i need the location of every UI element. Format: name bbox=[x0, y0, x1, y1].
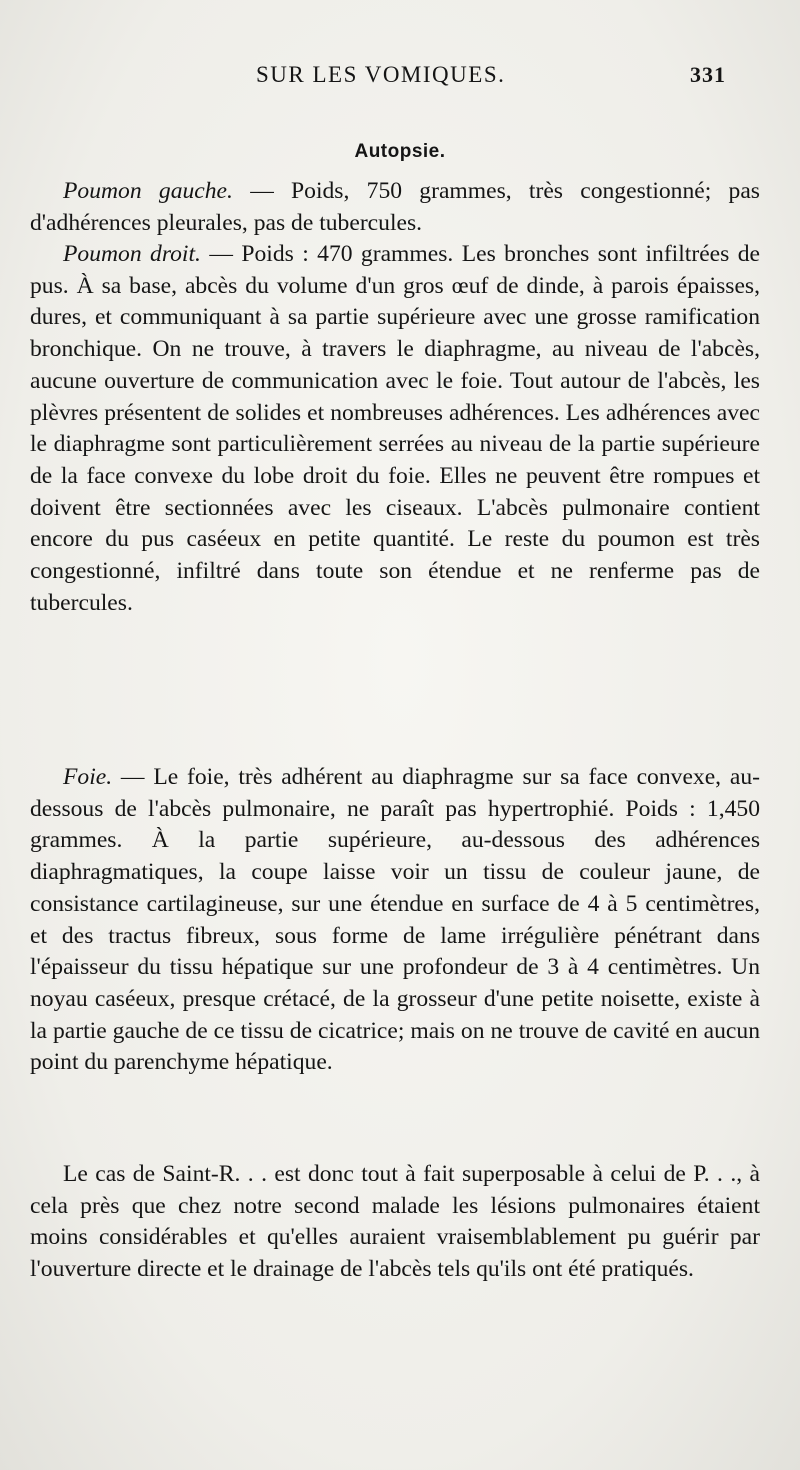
paragraph-conclusion bbox=[30, 1159, 760, 1286]
page-number: 331 bbox=[690, 62, 726, 87]
paragraph-text: Le cas de Saint-R. . . est donc tout à fait superposable à celui de P. . ., à cela près que chez notre second malade les lésions pulmonaires étaient moins considérables et qu'elles auraient vraisemblablement pu guérir par l'ouverture directe et le drainage de l'abcès tels qu'ils ont été pratiqués. bbox=[30, 1161, 760, 1283]
running-title: SUR LES VOMIQUES. bbox=[256, 62, 506, 87]
paragraph-left-lung bbox=[30, 176, 760, 239]
paragraph-lead: Poumon gauche. bbox=[63, 178, 233, 204]
paragraph-text: — Poids : 470 grammes. Les bronches sont infiltrées de pus. À sa base, abcès du volume d'un gros œuf de dinde, à parois épaisses, dures, et communiquant à sa partie supérieure avec une grosse ramification bronchique. On ne trouve, à travers le diaphragme, au niveau de l'abcès, aucune ouverture de communication avec le foie. Tout autour de l'abcès, les plèvres présentent de solides et nombreuses adhérences. Les adhérences avec le diaphragme sont particulièrement serrées au niveau de la partie supérieure de la face convexe du lobe droit du foie. Elles ne peuvent être rompues et doivent être sectionnées avec les ciseaux. L'abcès pulmonaire contient encore du pus caséeux en petite quantité. Le reste du poumon est très congestionné, infiltré dans toute son étendue et ne renferme pas de tubercules. bbox=[30, 241, 760, 616]
paragraph-lead: Poumon droit. bbox=[63, 241, 201, 267]
paragraph-right-lung bbox=[30, 239, 760, 619]
paragraph-lead: Foie. bbox=[63, 764, 113, 790]
paragraph-text: — Le foie, très adhérent au diaphragme sur sa face convexe, au-dessous de l'abcès pulmonaire, ne paraît pas hypertrophié. Poids : 1,450 grammes. À la partie supérieure, au-dessous des adhérences diaphragmatiques, la coupe laisse voir un tissu de couleur jaune, de consistance cartilagineuse, sur une étendue en surface de 4 à 5 centimètres, et des tractus fibreux, sous forme de lame irrégulière pénétrant dans l'épaisseur du tissu hépatique sur une profondeur de 3 à 4 centimètres. Un noyau caséeux, presque crétacé, de la grosseur d'une petite noisette, existe à la partie gauche de ce tissu de cicatrice; mais on ne trouve de cavité en aucun point du parenchyme hépatique. bbox=[30, 764, 760, 1076]
section-title: Autopsie. bbox=[354, 141, 446, 162]
paragraph-liver bbox=[30, 762, 760, 1079]
paragraph-text: — Poids, 750 grammes, très congestionné; pas d'adhérences pleurales, pas de tubercules. bbox=[30, 178, 760, 236]
page-header bbox=[140, 58, 740, 92]
